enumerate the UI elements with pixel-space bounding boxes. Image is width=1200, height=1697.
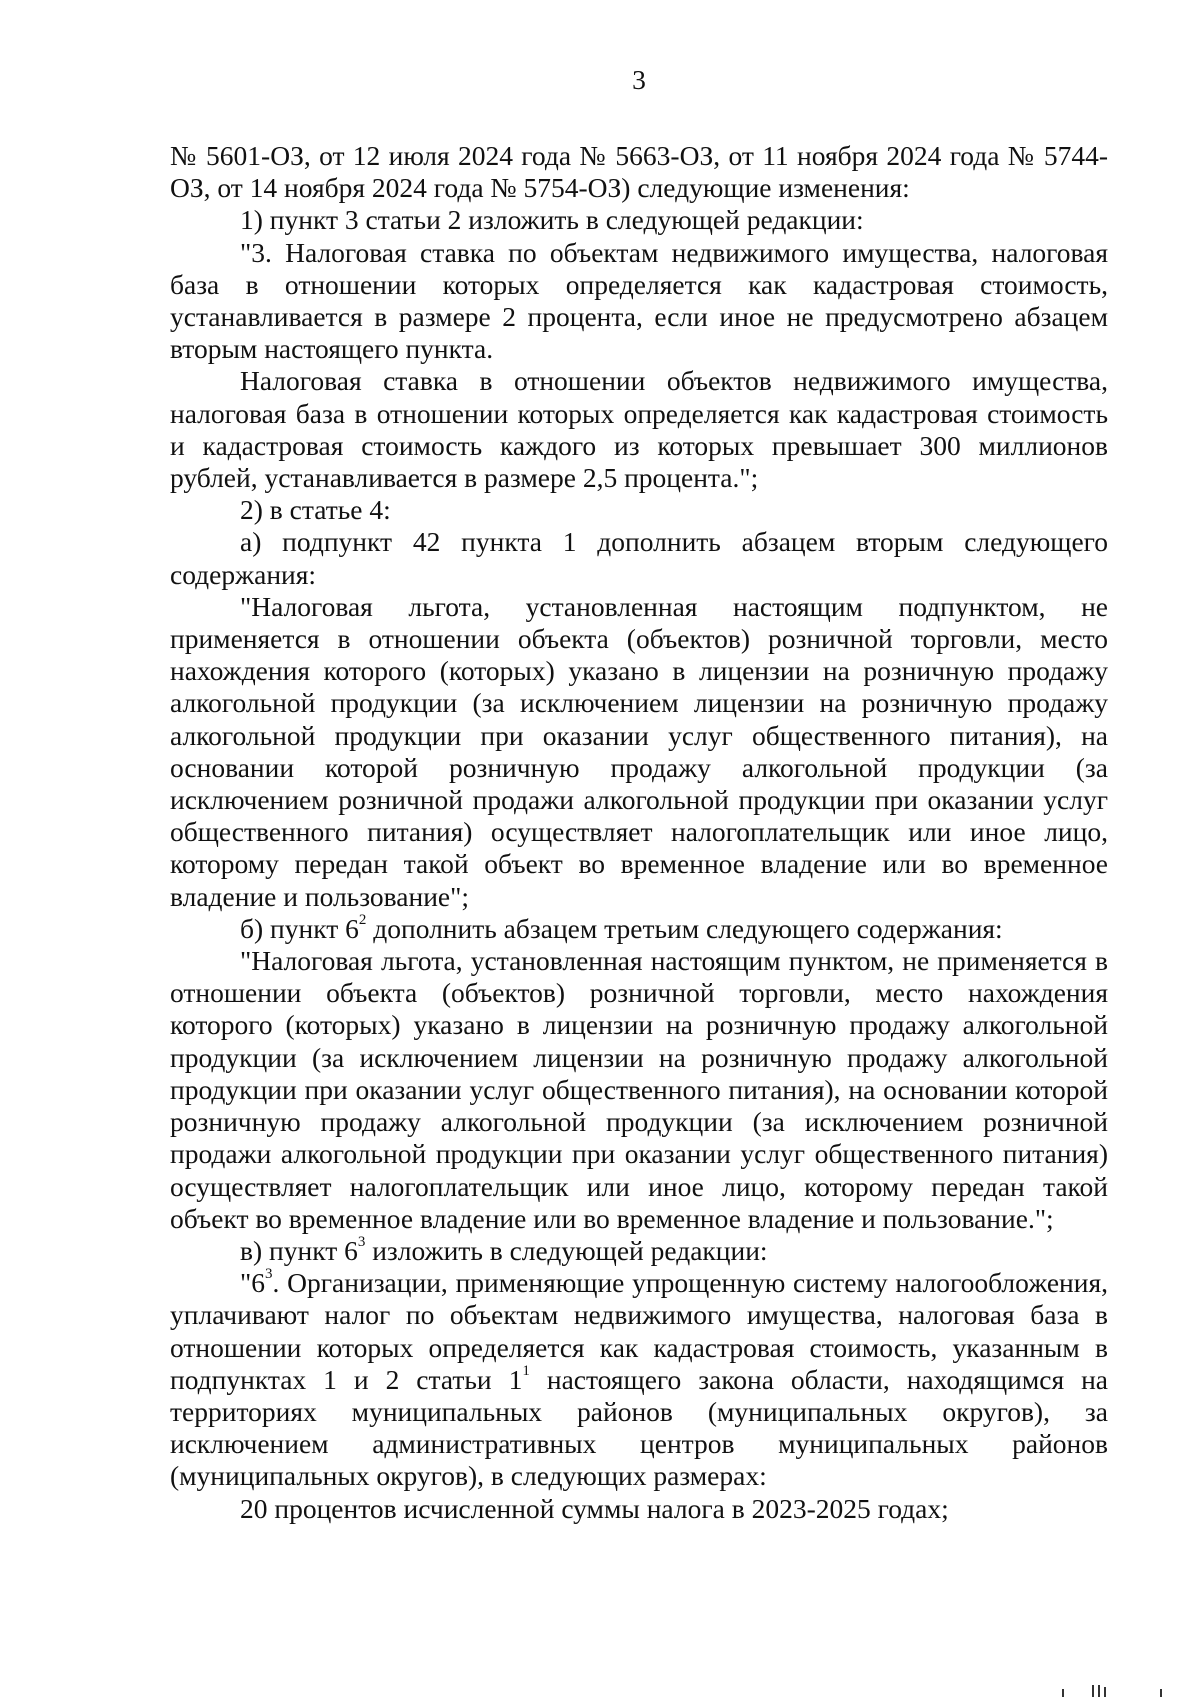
paragraph [170,237,1108,366]
text-run: "Налоговая льгота, установленная настоящим подпунктом, не применяется в отношении объекта (объектов) розничной торговли, место нахождения которого (которых) указано в лицензии на розничную продажу алкогольной продукции (за исключением лицензии на розничную продажу алкогольной продукции при оказании услуг общественного питания), на основании которой розничную продажу алкогольной продукции (за исключением розничной продажи алкогольной продукции при оказании услуг общественного питания) осуществляет налогоплательщик или иное лицо, которому передан такой объект во временное владение или во временное владение и пользование"; [170,590,1108,912]
text-run: 2) в статье 4: [240,494,391,526]
page-number: 3 [632,64,646,95]
text-run: Налоговая ставка в отношении объектов недвижимого имущества, налоговая база в отношении которых определяется как кадастровая стоимость и кадастровая стоимость каждого из которых превышает 300 миллионов рублей, устанавливается в размере 2,5 процента."; [170,365,1108,494]
paragraph [170,204,1108,236]
paragraph [170,1235,1108,1267]
paragraph [170,526,1108,590]
scan-edge-marks [1048,1683,1168,1697]
paragraph [170,945,1108,1235]
text-run: а) подпункт 42 пункта 1 дополнить абзацем вторым следующего содержания: [170,526,1108,590]
text-run: изложить в следующей редакции: [365,1234,768,1266]
text-run: "Налоговая льгота, установленная настоящим пунктом, не применяется в отношении объекта (объектов) розничной торговли, место нахождения которого (которых) указано в лицензии на розничную продажу алкогольной продукции (за исключением лицензии на розничную продажу алкогольной продукции при оказании услуг общественного питания), на основании которой розничную продажу алкогольной продукции (за исключением розничной продажи алкогольной продукции при оказании услуг общественного питания) осуществляет налогоплательщик или иное лицо, которому передан такой объект во временное владение или во временное владение и пользование."; [170,945,1108,1234]
paragraph [170,591,1108,913]
superscript: 3 [357,1233,366,1250]
text-run: "3. Налоговая ставка по объектам недвижимого имущества, налоговая база в отношении которых определяется как кадастровая стоимость, устанавливается в размере 2 процента, если иное не предусмотрено абзацем вторым настоящего пункта. [170,236,1108,365]
text-run: 20 процентов исчисленной суммы налога в 2023-2025 годах; [240,1492,949,1524]
paragraph [170,140,1108,204]
text-run: в) пункт 6 [240,1234,358,1266]
document-page [170,64,1108,1525]
paragraph [170,494,1108,526]
text-run: б) пункт 6 [240,912,359,944]
paragraph [170,365,1108,494]
text-run: настоящего закона области, находящимся на территориях муниципальных районов (муниципальных округов), за исключением административных центров муниципальных районов (муниципальных округов), в следующих размерах: [170,1363,1108,1492]
superscript: 1 [522,1362,530,1379]
text-run: дополнить абзацем третьим следующего содержания: [366,912,1003,944]
superscript: 3 [264,1265,273,1282]
superscript: 2 [358,911,367,928]
document-body [170,140,1108,1525]
paragraph [170,1267,1108,1492]
text-run: . Организации, применяющие упрощенную систему налогообложения, уплачивают налог по объектам недвижимого имущества, налоговая база в отношении которых определяется как кадастровая стоимость, указанным в подпунктах 1 и 2 статьи 1 [170,1267,1108,1395]
text-run: № 5601-ОЗ, от 12 июля 2024 года № 5663-ОЗ, от 11 ноября 2024 года № 5744-ОЗ, от 14 ноября 2024 года № 5754-ОЗ) следующие изменения: [170,140,1108,204]
text-run: 1) пункт 3 статьи 2 изложить в следующей редакции: [240,204,864,236]
text-run: "6 [240,1267,265,1299]
paragraph [170,913,1108,945]
paragraph [170,1493,1108,1525]
